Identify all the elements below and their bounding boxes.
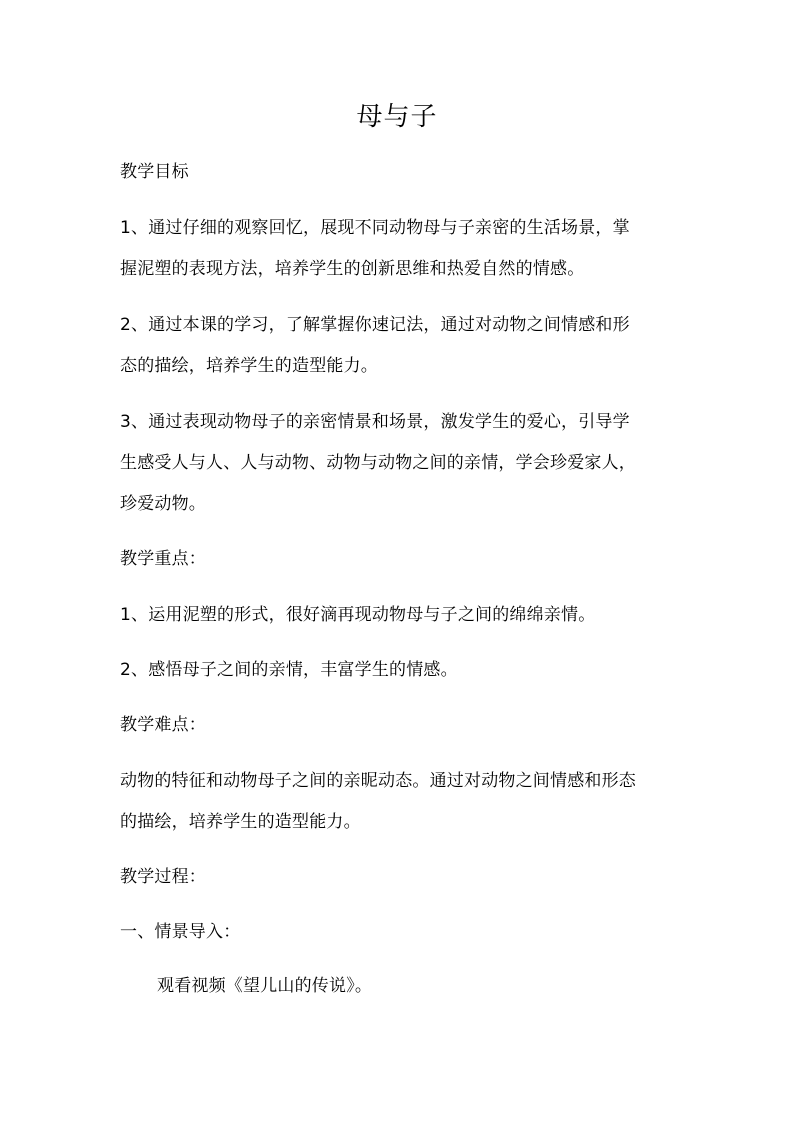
objective-2-line-1: 2、通过本课的学习，了解掌握你速记法，通过对动物之间情感和形 — [120, 315, 630, 335]
document-title: 母与子 — [356, 102, 438, 132]
objective-2-line-2: 态的描绘，培养学生的造型能力。 — [120, 356, 378, 376]
difficulty-line-2: 的描绘，培养学生的造型能力。 — [120, 812, 361, 832]
objective-1-line-2: 握泥塑的表现方法，培养学生的创新思维和热爱自然的情感。 — [120, 259, 585, 279]
objective-3-line-3: 珍爱动物。 — [120, 494, 206, 514]
heading-difficulties: 教学难点： — [120, 715, 206, 735]
heading-key-points: 教学重点： — [120, 549, 206, 569]
heading-teaching-objectives: 教学目标 — [120, 162, 189, 182]
key-point-2: 2、感悟母子之间的亲情，丰富学生的情感。 — [120, 660, 458, 680]
objective-1-line-1: 1、通过仔细的观察回忆，展现不同动物母与子亲密的生活场景，掌 — [120, 218, 630, 238]
objective-3-line-2: 生感受人与人、人与动物、动物与动物之间的亲情，学会珍爱家人， — [120, 453, 636, 473]
process-step-watch-video: 观看视频《望儿山的传说》。 — [157, 976, 373, 996]
section-scene-introduction: 一、情景导入： — [120, 922, 241, 942]
objective-3-line-1: 3、通过表现动物母子的亲密情景和场景，激发学生的爱心，引导学 — [120, 412, 630, 432]
difficulty-line-1: 动物的特征和动物母子之间的亲昵动态。通过对动物之间情感和形态 — [120, 771, 636, 791]
key-point-1: 1、运用泥塑的形式，很好滴再现动物母与子之间的绵绵亲情。 — [120, 605, 596, 625]
heading-teaching-process: 教学过程： — [120, 867, 206, 887]
